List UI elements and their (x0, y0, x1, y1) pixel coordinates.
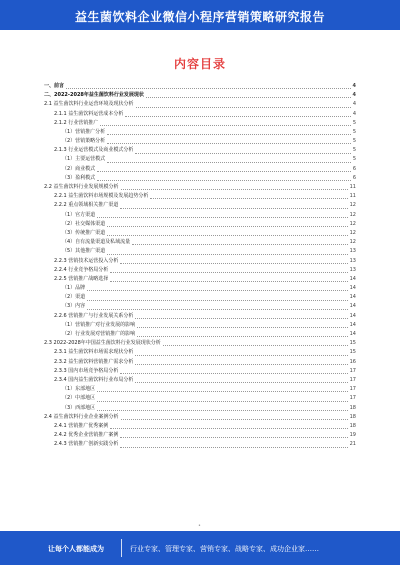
toc-leader-dots (120, 436, 347, 438)
toc-entry-page: 14 (349, 275, 356, 282)
toc-entry[interactable] (44, 137, 356, 146)
toc-leader-dots (136, 106, 351, 108)
toc-entry-title: 2.1.1 益生菌饮料运营成本分析 (54, 110, 124, 117)
report-footer (0, 531, 400, 565)
footer-slogan-left: 让每个人都能成为 (48, 545, 104, 553)
toc-heading: 内容目录 (173, 57, 226, 71)
toc-entry[interactable] (44, 413, 356, 422)
toc-leader-dots (163, 344, 348, 346)
toc-entry-title: （2）中部地区 (62, 395, 96, 402)
toc-entry-page: 14 (349, 303, 356, 310)
toc-entry-title: （3）内容 (62, 303, 86, 310)
toc-leader-dots (107, 225, 347, 227)
toc-leader-dots (120, 262, 347, 264)
toc-entry-page: 5 (352, 156, 356, 163)
report-title: 益生菌饮料企业微信小程序营销策略研究报告 (74, 10, 325, 24)
toc-entry-title: （1）营销推广对行业发展的影响 (62, 321, 136, 328)
toc-entry[interactable] (44, 385, 356, 394)
toc-leader-dots (87, 299, 347, 301)
toc-leader-dots (87, 289, 347, 291)
toc-entry-page: 16 (349, 358, 356, 365)
toc-entry[interactable] (44, 128, 356, 137)
toc-entry[interactable] (44, 321, 356, 330)
toc-entry-title: （4）自有流量渠道及私域流量 (62, 239, 131, 246)
toc-leader-dots (132, 243, 347, 245)
toc-entry-page: 6 (352, 165, 356, 172)
toc-entry-page: 18 (349, 422, 356, 429)
toc-entry-page: 5 (352, 128, 356, 135)
toc-entry-title: 2.2.6 营销推广与行业发展关系分析 (54, 312, 134, 319)
toc-entry-title: （1）东部地区 (62, 386, 96, 393)
toc-entry-page: 11 (349, 184, 356, 191)
toc-leader-dots (137, 326, 347, 328)
toc-entry-title: 2.2.2 重点领域相关推广渠道 (54, 202, 119, 209)
toc-entry-page: 4 (352, 110, 356, 117)
toc-entry-page: 14 (349, 312, 356, 319)
toc-entry-title: （2）社交媒体渠道 (62, 220, 106, 227)
toc-entry-page: 12 (349, 202, 356, 209)
toc-entry-page: 12 (349, 220, 356, 227)
toc-entry-page: 14 (349, 294, 356, 301)
toc-entry-page: 12 (349, 211, 356, 218)
toc-entry[interactable] (44, 367, 356, 376)
toc-entry[interactable] (44, 192, 356, 201)
toc-entry[interactable] (44, 440, 356, 449)
toc-leader-dots (146, 96, 351, 98)
toc-entry-page: 13 (349, 266, 356, 273)
toc-leader-dots (137, 335, 347, 337)
toc-entry[interactable] (44, 211, 356, 220)
toc-leader-dots (135, 152, 350, 154)
toc-entry-page: 11 (349, 193, 356, 200)
toc-entry-page: 14 (349, 331, 356, 338)
toc-leader-dots (107, 234, 347, 236)
toc-entry-page: 5 (352, 119, 356, 126)
toc-leader-dots (97, 216, 347, 218)
toc-entry[interactable] (44, 284, 356, 293)
toc-entry[interactable] (44, 91, 356, 100)
toc-entry-page: 4 (352, 101, 356, 108)
toc-entry-page: 12 (349, 239, 356, 246)
toc-entry-title: 2.2.4 行业竞争格局分析 (54, 266, 109, 273)
toc-entry-title: （3）西部地区 (62, 404, 96, 411)
toc-entry[interactable] (44, 110, 356, 119)
toc-entry[interactable] (44, 82, 356, 91)
toc-leader-dots (97, 409, 347, 411)
toc-entry[interactable] (44, 229, 356, 238)
toc-entry-page: 17 (349, 367, 356, 374)
toc-entry-page: 4 (352, 92, 356, 99)
toc-entry-title: 2.3 2022-2028年中国益生菌饮料行业发展现状分析 (44, 340, 161, 347)
toc-entry[interactable] (44, 404, 356, 413)
toc-entry[interactable] (44, 394, 356, 403)
toc-leader-dots (87, 308, 347, 310)
toc-leader-dots (110, 280, 347, 282)
toc-entry-title: 2.1.2 行业营销推广 (54, 119, 99, 126)
toc-leader-dots (110, 427, 347, 429)
toc-leader-dots (107, 133, 351, 135)
toc-entry[interactable] (44, 422, 356, 431)
toc-entry[interactable] (44, 330, 356, 339)
toc-entry-title: 2.1 益生菌饮料行业运营环境及现状分析 (44, 101, 134, 108)
footer-slogan-right: 行业专家、管理专家、营销专家、战略专家、成功企业家…… (130, 545, 319, 553)
toc-entry-page: 4 (352, 82, 356, 89)
toc-entry-page: 21 (349, 441, 356, 448)
toc-entry-title: 2.4 益生菌饮料行业企业案例分析 (44, 413, 119, 420)
toc-entry-page: 5 (352, 138, 356, 145)
report-header (0, 0, 400, 30)
toc-entry-title: 2.3.1 益生菌饮料市场需求现状分析 (54, 349, 134, 356)
toc-entry-title: （3）传统推广渠道 (62, 229, 106, 236)
toc-leader-dots (100, 124, 351, 126)
toc-entry[interactable] (44, 100, 356, 109)
toc-entry[interactable] (44, 238, 356, 247)
footer-divider (121, 539, 122, 557)
toc-entry-title: （1）营销推广分析 (62, 128, 106, 135)
toc-leader-dots (121, 188, 348, 190)
toc-entry[interactable] (44, 266, 356, 275)
toc-leader-dots (135, 381, 347, 383)
toc-leader-dots (120, 372, 347, 374)
toc-entry[interactable] (44, 174, 356, 183)
toc-entry-title: 2.2.5 营销推广战略选择 (54, 275, 109, 282)
toc-leader-dots (107, 253, 347, 255)
toc-entry-title: 2.3.3 国内市场竞争格局分析 (54, 367, 119, 374)
toc-entry-title: 2.2.1 益生菌饮料市场规模及发展趋势分析 (54, 193, 149, 200)
toc-entry-page: 15 (349, 349, 356, 356)
toc-leader-dots (120, 446, 347, 448)
toc-entry-title: 2.2 益生菌饮料行业发展规模分析 (44, 184, 119, 191)
toc-leader-dots (121, 418, 348, 420)
toc-entry-page: 15 (349, 340, 356, 347)
toc-entry[interactable] (44, 146, 356, 155)
toc-entry-page: 12 (349, 229, 356, 236)
toc-leader-dots (135, 354, 347, 356)
toc-leader-dots (107, 142, 351, 144)
toc-entry-title: 2.3.2 益生菌饮料营销推广需求分析 (54, 358, 134, 365)
toc-entry-page: 19 (349, 432, 356, 439)
toc-entry[interactable] (44, 156, 356, 165)
toc-entry-page: 17 (349, 386, 356, 393)
toc-entry-title: 2.3.4 国内益生菌饮料行业布局分析 (54, 376, 134, 383)
toc-entry-title: 一、前言 (44, 82, 65, 89)
toc-entry-title: （1）主要运营模式 (62, 156, 106, 163)
toc-entry[interactable] (44, 339, 356, 348)
toc-entry[interactable] (44, 165, 356, 174)
toc-entry[interactable] (44, 220, 356, 229)
toc-leader-dots (135, 317, 347, 319)
toc-entry[interactable] (44, 293, 356, 302)
toc-entry[interactable] (44, 303, 356, 312)
toc-leader-dots (125, 115, 350, 117)
toc-entry-title: 2.1.3 行业运营模式及商业模式分析 (54, 147, 134, 154)
table-of-contents (44, 82, 356, 522)
toc-entry[interactable] (44, 348, 356, 357)
toc-entry-title: （1）品牌 (62, 285, 86, 292)
toc-entry-title: （2）行业发展对营销推广的影响 (62, 331, 136, 338)
toc-entry-page: 6 (352, 174, 356, 181)
toc-entry[interactable] (44, 312, 356, 321)
toc-entry-page: 14 (349, 285, 356, 292)
toc-entry[interactable] (44, 183, 356, 192)
toc-leader-dots (107, 161, 351, 163)
toc-entry-title: （3）盈利模式 (62, 174, 96, 181)
toc-entry[interactable] (44, 376, 356, 385)
toc-entry-title: （2）商业模式 (62, 165, 96, 172)
toc-entry-page: 18 (349, 404, 356, 411)
toc-entry[interactable] (44, 119, 356, 128)
toc-entry-page: 14 (349, 321, 356, 328)
toc-entry-title: （5）其他推广渠道 (62, 248, 106, 255)
toc-entry-title: 2.4.1 营销推广优秀案例 (54, 422, 109, 429)
toc-leader-dots (110, 271, 347, 273)
toc-leader-dots (135, 363, 347, 365)
toc-entry[interactable] (44, 257, 356, 266)
toc-entry[interactable] (44, 358, 356, 367)
toc-entry-title: 2.4.3 营销推广创新实践分析 (54, 441, 119, 448)
toc-entry[interactable] (44, 247, 356, 256)
toc-leader-dots (97, 400, 347, 402)
toc-entry-title: （2）营销策略分析 (62, 138, 106, 145)
toc-entry[interactable] (44, 431, 356, 440)
toc-leader-dots (66, 87, 351, 89)
toc-entry-title: 2.4.2 优秀企业营销推广案例 (54, 432, 119, 439)
toc-entry[interactable] (44, 201, 356, 210)
toc-leader-dots (97, 390, 347, 392)
toc-entry-title: 2.2.3 营销技术运营投入分析 (54, 257, 119, 264)
toc-entry-page: 18 (349, 413, 356, 420)
toc-entry-title: 二、2022-2028年益生菌饮料行业发展现状 (44, 92, 144, 99)
toc-entry-page: 17 (349, 376, 356, 383)
toc-entry-page: 13 (349, 248, 356, 255)
toc-leader-dots (97, 170, 351, 172)
toc-entry-title: （1）官方渠道 (62, 211, 96, 218)
toc-leader-dots (120, 207, 347, 209)
toc-entry[interactable] (44, 275, 356, 284)
toc-entry-page: 5 (352, 147, 356, 154)
page-marker: • (198, 523, 201, 529)
toc-leader-dots (97, 179, 351, 181)
toc-leader-dots (150, 197, 347, 199)
toc-entry-title: （2）渠道 (62, 294, 86, 301)
toc-entry-page: 13 (349, 257, 356, 264)
toc-entry-page: 17 (349, 395, 356, 402)
